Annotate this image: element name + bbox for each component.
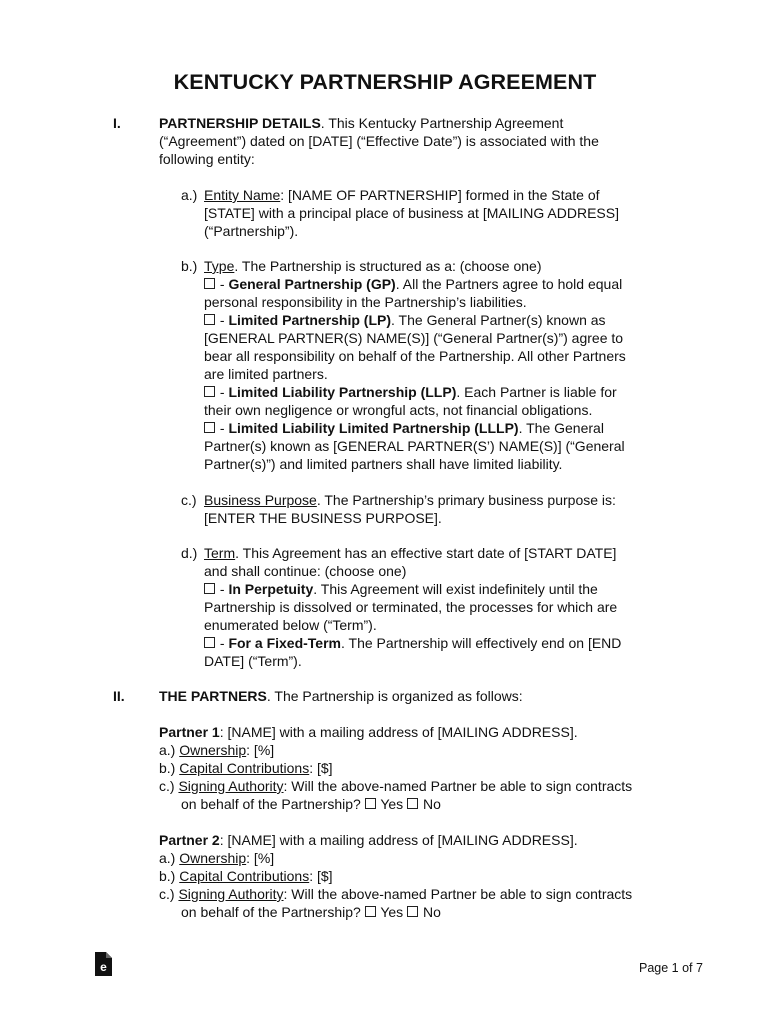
checkbox-icon[interactable] bbox=[204, 422, 215, 433]
item-marker: a.) bbox=[181, 187, 198, 203]
option-llp: - Limited Liability Partnership (LLP). Each Partner is liable for bbox=[204, 383, 626, 401]
item-marker: d.) bbox=[181, 545, 198, 561]
checkbox-icon[interactable] bbox=[407, 798, 418, 809]
partner-label: Partner 1 bbox=[159, 724, 220, 740]
option-in-perpetuity: - In Perpetuity. This Agreement will exist indefinitely until the bbox=[204, 580, 621, 598]
partner-label: Partner 2 bbox=[159, 832, 220, 848]
type-clause: Type. The Partnership is structured as a: (choose one) - General Partnership (GP). All the Partners agree to hold equal personal responsibility in the Partnership’s liabilities. - Limited Partnership (LP). The General Partner(s) known as [GENERAL PARTNER(S) NAME(S)] (“General Partner(s)”) agree to bear all responsibility on behalf of the Partnership. All other Partners are limited partners. - Limited Liability Partnership (LLP). Each Partner is liable for their own negligence or wrongful acts, not financial obligations. - Limited Liability Limited Partnership (LLLP). The General Partner(s) known as [GENERAL PARTNER(S’) NAME(S)] (“General Partner(s)”) and limited partners shall have limited liability. bbox=[204, 258, 626, 472]
term-clause: Term. This Agreement has an effective start date of [START DATE] and shall continue: (choose one) - In Perpetuity. This Agreement will exist indefinitely until the Partnership is dissolved or terminated, the processes for which are enumerated below (“Term”). - For a Fixed-Term. The Partnership will effectively end on [END DATE] (“Term”). bbox=[204, 545, 622, 669]
svg-text:e: e bbox=[100, 960, 107, 974]
item-marker: b.) bbox=[181, 258, 198, 274]
entity-name-clause: Entity Name: [NAME OF PARTNERSHIP] formed in the State of [STATE] with a principal place of business at [MAILING ADDRESS] (“Partnership”). bbox=[204, 187, 619, 239]
clause-label: Type bbox=[204, 258, 235, 274]
item-marker: c.) bbox=[181, 492, 197, 508]
checkbox-icon[interactable] bbox=[365, 798, 376, 809]
section-heading: PARTNERSHIP DETAILS bbox=[159, 115, 321, 131]
checkbox-icon[interactable] bbox=[407, 906, 418, 917]
section-heading: THE PARTNERS bbox=[159, 688, 267, 704]
option-lllp: - Limited Liability Limited Partnership (LLLP). The General bbox=[204, 419, 626, 437]
partner-1-block: Partner 1: [NAME] with a mailing address of [MAILING ADDRESS]. a.) Ownership: [%] b.) Capital Contributions: [$] c.) Signing Authority: Will the above-named Partner be able to sign contracts on behalf of the Partnership? Yes No bbox=[159, 724, 633, 812]
checkbox-icon[interactable] bbox=[204, 637, 215, 648]
section-partnership-details: PARTNERSHIP DETAILS. This Kentucky Partnership Agreement (“Agreement”) dated on [DATE] (“Effective Date”) is associated with the following entity: bbox=[159, 115, 599, 167]
checkbox-icon[interactable] bbox=[204, 583, 215, 594]
section-number: I. bbox=[113, 115, 121, 131]
checkbox-icon[interactable] bbox=[204, 386, 215, 397]
partner-2-block: Partner 2: [NAME] with a mailing address of [MAILING ADDRESS]. a.) Ownership: [%] b.) Capital Contributions: [$] c.) Signing Authority: Will the above-named Partner be able to sign contracts on behalf of the Partnership? Yes No bbox=[159, 832, 633, 920]
checkbox-icon[interactable] bbox=[204, 278, 215, 289]
document-e-logo-icon bbox=[95, 952, 112, 976]
clause-label: Business Purpose bbox=[204, 492, 317, 508]
checkbox-icon[interactable] bbox=[204, 314, 215, 325]
clause-label: Entity Name bbox=[204, 187, 281, 203]
clause-label: Term bbox=[204, 545, 236, 561]
option-limited-partnership: - Limited Partnership (LP). The General Partner(s) known as bbox=[204, 311, 626, 329]
option-fixed-term: - For a Fixed-Term. The Partnership will effectively end on [END bbox=[204, 634, 621, 652]
page-number: Page 1 of 7 bbox=[639, 961, 703, 975]
document-title: KENTUCKY PARTNERSHIP AGREEMENT bbox=[173, 70, 597, 94]
option-general-partnership: - General Partnership (GP). All the Partners agree to hold equal bbox=[204, 275, 626, 293]
section-the-partners: THE PARTNERS. The Partnership is organized as follows: bbox=[159, 688, 523, 704]
checkbox-icon[interactable] bbox=[365, 906, 376, 917]
section-number: II. bbox=[113, 688, 125, 704]
business-purpose-clause: Business Purpose. The Partnership’s primary business purpose is: [ENTER THE BUSINESS PURPOSE]. bbox=[204, 492, 616, 526]
